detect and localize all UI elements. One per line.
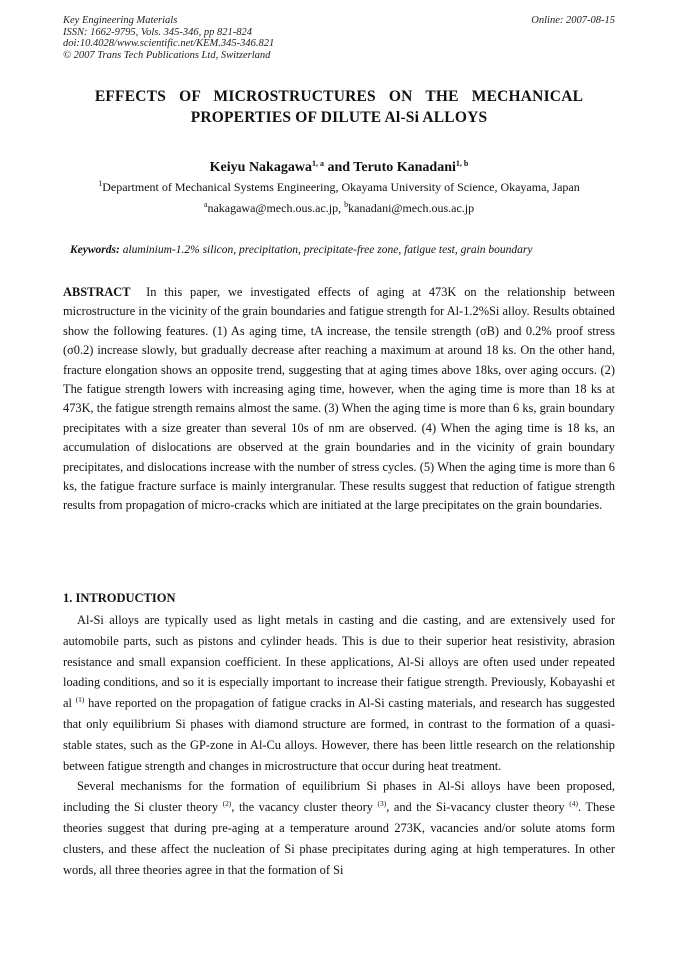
intro-p2-text-b: , the vacancy cluster theory [231,800,373,815]
intro-p2-text-c: , and the Si-vacancy cluster theory [386,800,565,815]
reference-4: (4) [569,799,578,809]
keywords-text: aluminium-1.2% silicon, precipitation, precipitate-free zone, fatigue test, grain boundary [122,244,533,256]
email-a: nakagawa@mech.ous.ac.jp, [207,201,342,215]
journal-name: Key Engineering Materials [63,15,178,26]
intro-paragraph-1 [63,610,615,776]
abstract-text: In this paper, we investigated effects of aging at 473K on the relationship between microstructure in the vicinity of the grain boundaries and fatigue strength for Al-1.2%Si alloy. Results obtained show the following features. (1) As aging time, tA increase, the tensile strength (σB) and 0.2% proof stress (σ0.2) increase slowly, but gradually decrease after reaching a maximum at around 18 ks. On the other hand, fracture elongation shows an opposite trend, suggesting that at aging times above 18ks, over aging occurs. (2) The fatigue strength lowers with increasing aging time, however, when the aging time is more than 18 ks at 473K, the fatigue strength remains almost the same. (3) When the aging time is more than 6 ks, grain boundary precipitates with a size greater than several 10s of nm are observed. (4) When the aging time is 18 ks, an accumulation of dislocations are observed at the grain boundaries and in the vicinity of grain boundary precipitates, and dislocations increase with the number of stress cycles. (5) When the aging time is more than 6 ks, the fatigue fracture surface is mainly intergranular. These results suggest that reduction of fatigue strength results from propagation of micro-cracks which are initiated at the large precipitates on the grain boundaries. [63,285,615,513]
affiliation-mark: 1 [98,179,103,188]
title-line-2: PROPERTIES OF DILUTE Al-Si ALLOYS [190,109,488,126]
reference-1: (1) [75,695,85,705]
author-1-affil-mark: 1, a [311,159,324,168]
introduction-body [63,610,615,880]
section-heading-introduction: 1. INTRODUCTION [63,591,176,605]
affiliation-text: Department of Mechanical Systems Engineering, Okayama University of Science, Okayama, Japan [102,180,580,194]
reference-2: (2) [222,799,232,809]
author-emails [63,201,615,216]
author-2-affil-mark: 1, b [455,159,469,168]
issn-line: ISSN: 1662-9795, Vols. 345-346, pp 821-824 [63,26,252,38]
author-2: Teruto Kanadani [353,160,456,175]
online-date: Online: 2007-08-15 [531,15,615,26]
email-b-mark: b [344,200,349,209]
intro-p1-text-a: Al-Si alloys are typically used as light metals in casting and die casting, and are extensively used for automobile parts, such as pistons and cylinder heads. This is due to their superior heat resistivity, abrasion resistance and small expansion coefficient. In these applications, Al-Si alloys are often used under repeated loading conditions, and so it is especially important to increase their fatigue strength. Previously, Kobayashi et al [63,613,615,711]
affiliation [63,180,615,195]
author-1: Keiyu Nakagawa [209,160,312,175]
email-b: kanadani@mech.ous.ac.jp [348,201,475,215]
doi-line: doi:10.4028/www.scientific.net/KEM.345-346.821 [63,38,275,49]
copyright-line: © 2007 Trans Tech Publications Ltd, Switzerland [63,49,271,61]
abstract [63,283,615,516]
author-conjunction: and [327,160,351,175]
intro-p1-text-b: have reported on the propagation of fatigue cracks in Al-Si casting materials, and research has suggested that only equilibrium Si phases with diamond structure are formed, in contrast to the formation of a quasi-stable states, such as the GP-zone in Al-Cu alloys. However, there has been little research on the relationship between fatigue strength and changes in microstructure that occur during heat treatment. [63,696,615,773]
journal-header [63,15,615,61]
keywords-label: Keywords: [70,244,120,256]
author-list [63,160,615,176]
reference-3: (3) [377,799,387,809]
intro-paragraph-2 [63,776,615,880]
paper-title [63,86,615,128]
keywords [70,244,615,256]
email-a-mark: a [203,200,208,209]
title-line-1: EFFECTS OF MICROSTRUCTURES ON THE MECHANICAL [94,88,584,105]
intro-p2-text-d: . These theories suggest that during pre-aging at a temperature around 273K, vacancies and/or solute atoms form clusters, and these affect the nucleation of Si phase precipitates during aging at high temperatures. In other words, all three theories agree in that the formation of Si [63,800,615,877]
intro-p2-text-a: Several mechanisms for the formation of equilibrium Si phases in Al-Si alloys have been proposed, including the Si cluster theory [63,779,615,815]
abstract-label: ABSTRACT [63,285,131,299]
